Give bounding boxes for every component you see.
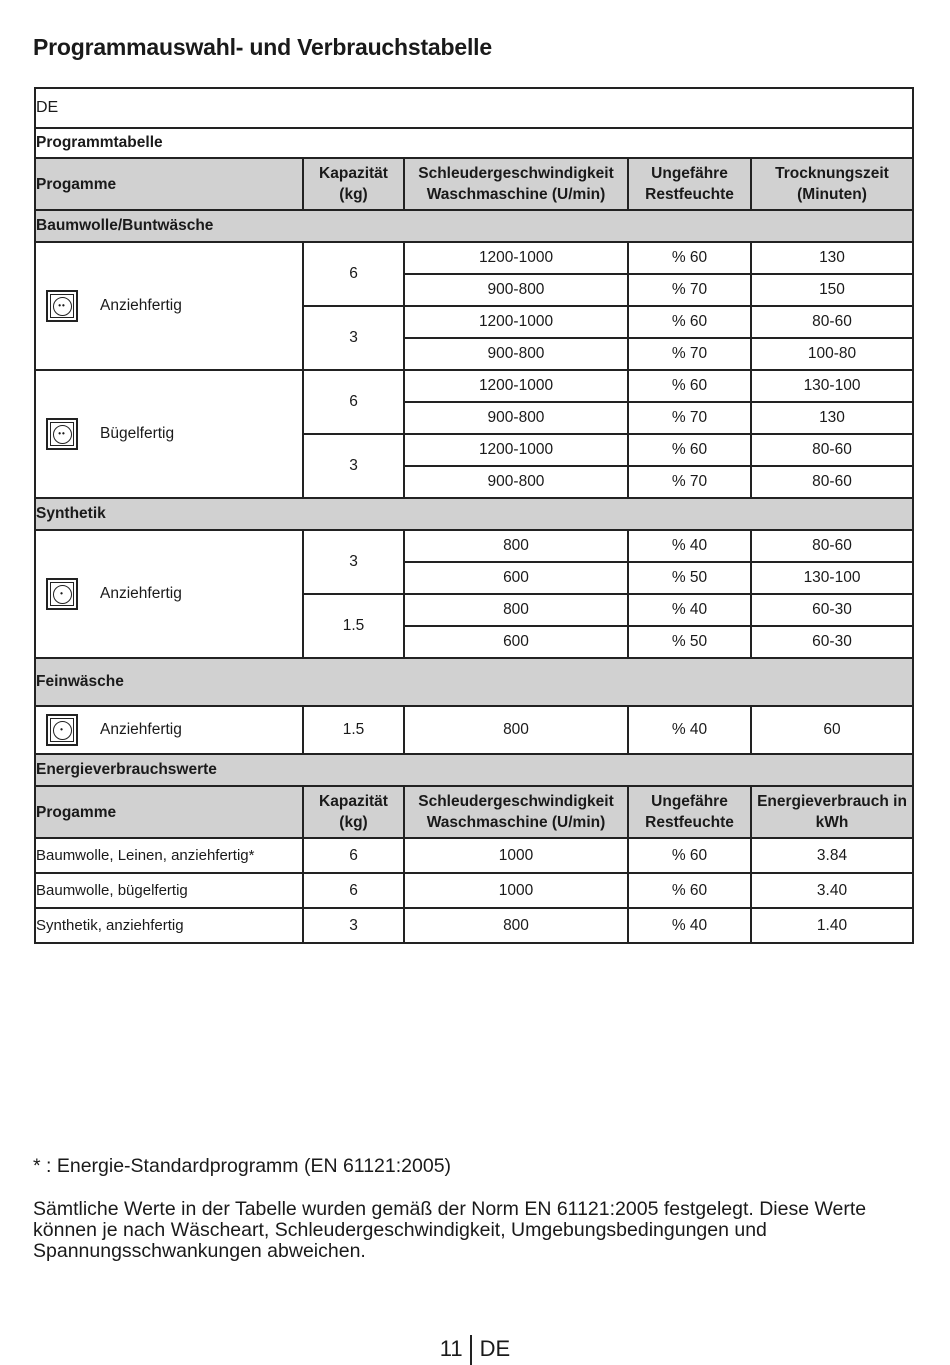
section-label: Baumwolle/Buntwäsche (35, 210, 913, 242)
footer-language: DE (479, 1335, 511, 1361)
language-row (35, 88, 913, 128)
capacity-cell: 3 (303, 908, 404, 943)
section-row (35, 210, 913, 242)
icon-square (50, 294, 74, 318)
col-header-residual-moisture: Ungefähre Restfeuchte (628, 786, 751, 838)
residual-moisture-cell: % 70 (628, 274, 751, 306)
energy-program-cell: Baumwolle, Leinen, anziehfertig* (35, 838, 303, 873)
footnote: * : Energie-Standardprogramm (EN 61121:2005) (33, 1155, 452, 1177)
program-table-heading: Programmtabelle (35, 128, 913, 158)
energy-program-cell: Baumwolle, bügelfertig (35, 873, 303, 908)
spin-speed-cell: 800 (404, 908, 628, 943)
residual-moisture-cell: % 40 (628, 706, 751, 754)
language-label: DE (35, 88, 913, 128)
footer-separator (470, 1335, 472, 1365)
residual-moisture-cell: % 60 (628, 306, 751, 338)
energy-row (35, 838, 913, 873)
col-header-residual-moisture: Ungefähre Restfeuchte (628, 158, 751, 210)
energy-consumption-cell: 3.84 (751, 838, 913, 873)
capacity-cell: 1.5 (303, 594, 404, 658)
table-row (35, 242, 913, 274)
capacity-cell: 6 (303, 242, 404, 306)
program-cell (35, 530, 303, 658)
icon-square (50, 582, 74, 606)
spin-speed-cell: 800 (404, 594, 628, 626)
col-header-capacity: Kapazität (kg) (303, 786, 404, 838)
energy-heading-row (35, 754, 913, 786)
spin-speed-cell: 900-800 (404, 274, 628, 306)
capacity-cell: 6 (303, 873, 404, 908)
energy-consumption-cell: 3.40 (751, 873, 913, 908)
program-entry (36, 578, 302, 610)
capacity-cell: 3 (303, 434, 404, 498)
program-entry (36, 290, 302, 322)
drying-time-cell: 80-60 (751, 306, 913, 338)
col-header-drying-time: Trocknungszeit (Minuten) (751, 158, 913, 210)
page-title: Programmauswahl- und Verbrauchstabelle (33, 34, 492, 60)
drying-time-cell: 60-30 (751, 594, 913, 626)
energy-header-row (35, 786, 913, 838)
capacity-cell: 3 (303, 530, 404, 594)
program-table-heading-row (35, 128, 913, 158)
icon-dots: •• (53, 425, 72, 444)
program-consumption-table (34, 87, 914, 944)
program-label: Bügelfertig (100, 425, 175, 442)
drying-time-cell: 130 (751, 242, 913, 274)
drying-time-cell: 100-80 (751, 338, 913, 370)
section-label: Synthetik (35, 498, 913, 530)
program-entry (36, 418, 302, 450)
program-cell (35, 706, 303, 754)
col-header-spin-speed: Schleudergeschwindigkeit Waschmaschine (U/min) (404, 158, 628, 210)
energy-row (35, 873, 913, 908)
drying-time-cell: 130-100 (751, 370, 913, 402)
energy-row (35, 908, 913, 943)
residual-moisture-cell: % 60 (628, 242, 751, 274)
col-header-program: Progamme (35, 158, 303, 210)
drying-time-cell: 130-100 (751, 562, 913, 594)
residual-moisture-cell: % 50 (628, 626, 751, 658)
page-number: 11 (439, 1335, 463, 1361)
dryer-two-dots-icon (46, 290, 78, 322)
program-table-header-row (35, 158, 913, 210)
spin-speed-cell: 900-800 (404, 466, 628, 498)
residual-moisture-cell: % 40 (628, 530, 751, 562)
program-entry (36, 714, 302, 746)
icon-dots: • (53, 585, 72, 604)
col-header-capacity: Kapazität (kg) (303, 158, 404, 210)
spin-speed-cell: 600 (404, 626, 628, 658)
residual-moisture-cell: % 60 (628, 370, 751, 402)
table-row (35, 370, 913, 402)
drying-time-cell: 80-60 (751, 466, 913, 498)
residual-moisture-cell: % 60 (628, 873, 751, 908)
dryer-one-dot-icon (46, 714, 78, 746)
capacity-cell: 1.5 (303, 706, 404, 754)
table-row (35, 530, 913, 562)
program-cell (35, 370, 303, 498)
notes-paragraph: Sämtliche Werte in der Tabelle wurden gemäß der Norm EN 61121:2005 festgelegt. Diese Werte können je nach Wäscheart, Schleudergeschwindigkeit, Umgebungsbedingungen und Spannungsschwankungen abweichen. (33, 1198, 867, 1262)
section-row (35, 498, 913, 530)
program-label: Anziehfertig (100, 297, 182, 314)
drying-time-cell: 80-60 (751, 434, 913, 466)
dryer-two-dots-icon (46, 418, 78, 450)
drying-time-cell: 150 (751, 274, 913, 306)
spin-speed-cell: 900-800 (404, 402, 628, 434)
icon-dots: •• (53, 297, 72, 316)
drying-time-cell: 130 (751, 402, 913, 434)
program-label: Anziehfertig (100, 585, 182, 602)
spin-speed-cell: 1200-1000 (404, 242, 628, 274)
spin-speed-cell: 1200-1000 (404, 434, 628, 466)
capacity-cell: 6 (303, 838, 404, 873)
residual-moisture-cell: % 70 (628, 338, 751, 370)
residual-moisture-cell: % 60 (628, 434, 751, 466)
table-row (35, 706, 913, 754)
icon-dots: • (53, 721, 72, 740)
residual-moisture-cell: % 40 (628, 594, 751, 626)
energy-consumption-cell: 1.40 (751, 908, 913, 943)
drying-time-cell: 60 (751, 706, 913, 754)
icon-square (50, 422, 74, 446)
program-cell (35, 242, 303, 370)
spin-speed-cell: 1000 (404, 838, 628, 873)
energy-program-cell: Synthetik, anziehfertig (35, 908, 303, 943)
capacity-cell: 6 (303, 370, 404, 434)
drying-time-cell: 60-30 (751, 626, 913, 658)
residual-moisture-cell: % 50 (628, 562, 751, 594)
spin-speed-cell: 1200-1000 (404, 370, 628, 402)
page-footer (0, 1335, 950, 1365)
energy-heading: Energieverbrauchswerte (35, 754, 913, 786)
spin-speed-cell: 800 (404, 530, 628, 562)
spin-speed-cell: 600 (404, 562, 628, 594)
residual-moisture-cell: % 40 (628, 908, 751, 943)
section-label: Feinwäsche (35, 658, 913, 706)
section-row (35, 658, 913, 706)
col-header-energy-consumption: Energieverbrauch in kWh (751, 786, 913, 838)
spin-speed-cell: 900-800 (404, 338, 628, 370)
capacity-cell: 3 (303, 306, 404, 370)
dryer-one-dot-icon (46, 578, 78, 610)
residual-moisture-cell: % 70 (628, 466, 751, 498)
spin-speed-cell: 1200-1000 (404, 306, 628, 338)
residual-moisture-cell: % 60 (628, 838, 751, 873)
col-header-program: Progamme (35, 786, 303, 838)
col-header-spin-speed: Schleudergeschwindigkeit Waschmaschine (U/min) (404, 786, 628, 838)
drying-time-cell: 80-60 (751, 530, 913, 562)
icon-square (50, 718, 74, 742)
spin-speed-cell: 800 (404, 706, 628, 754)
residual-moisture-cell: % 70 (628, 402, 751, 434)
spin-speed-cell: 1000 (404, 873, 628, 908)
program-label: Anziehfertig (100, 721, 182, 738)
